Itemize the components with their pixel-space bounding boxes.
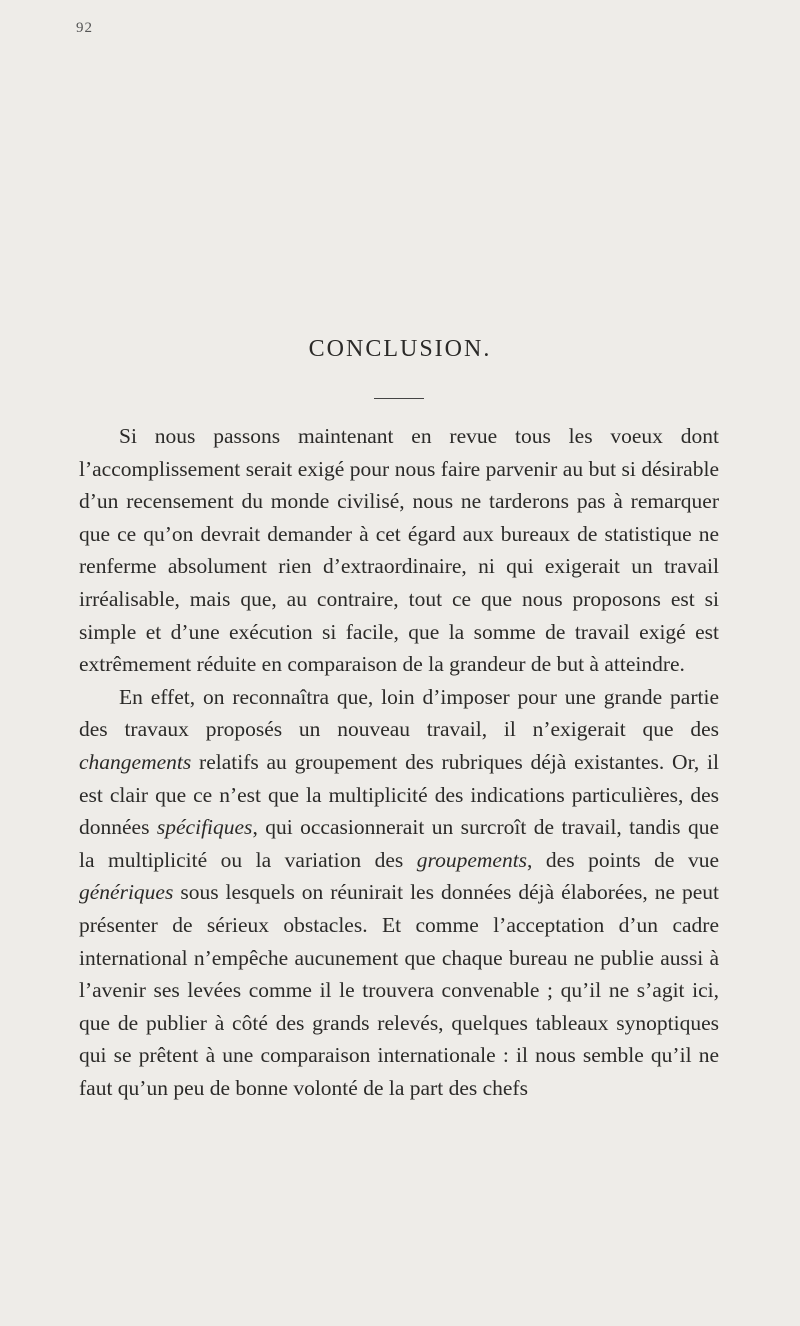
italic-term: génériques: [79, 880, 174, 905]
text-run: relatifs au groupement des rubriques déjà existantes. Or, il est clair que ce n’est que la multiplicité des indications particulières, des données: [79, 749, 719, 840]
paragraph-1: [79, 420, 719, 681]
chapter-title: CONCLUSION.: [308, 336, 492, 362]
body-text: [79, 420, 719, 1104]
text-run: Si nous passons maintenant en revue tous les voeux dont l’accomplissement serait exigé pour nous faire parvenir au but si désirable d’un recensement du monde civilisé, nous ne tarderons pas à remarquer que ce qu’on devrait demander à cet égard aux bureaux de statistique ne renferme absolument rien d’extraordinaire, ni qui exigerait un travail irréalisable, mais que, au contraire, tout ce que nous proposons est si simple et d’une exécution si facile, que la somme de travail exigé est extrêmement réduite en comparaison de la grandeur de but à atteindre.: [79, 424, 719, 677]
italic-term: groupements: [416, 847, 528, 872]
text-run: En effet, on reconnaîtra que, loin d’imposer pour une grande partie des travaux proposés un nouveau travail, il n’exigerait que des: [79, 684, 719, 742]
text-run: , des points de vue: [527, 847, 719, 872]
italic-term: changements: [79, 749, 192, 774]
text-run: sous lesquels on réunirait les données déjà élaborées, ne peut présenter de sérieux obstacles. Et comme l’acceptation d’un cadre international n’empêche aucunement que chaque bureau ne publie aussi à l’avenir ses levées comme il le trouvera convenable ; qu’il ne s’agit ici, que de publier à côté des grands relevés, quelques tableaux synoptiques qui se prêtent à une comparaison internationale : il nous semble qu’il ne faut qu’un peu de bonne volonté de la part des chefs: [79, 880, 719, 1100]
italic-term: spécifiques: [156, 815, 253, 840]
title-divider: [374, 398, 424, 399]
page-number: 92: [76, 20, 93, 36]
text-run: , qui occasionnerait un surcroît de travail, tandis que la multiplicité ou la variation des: [79, 815, 720, 872]
paragraph-2: [79, 681, 719, 1105]
